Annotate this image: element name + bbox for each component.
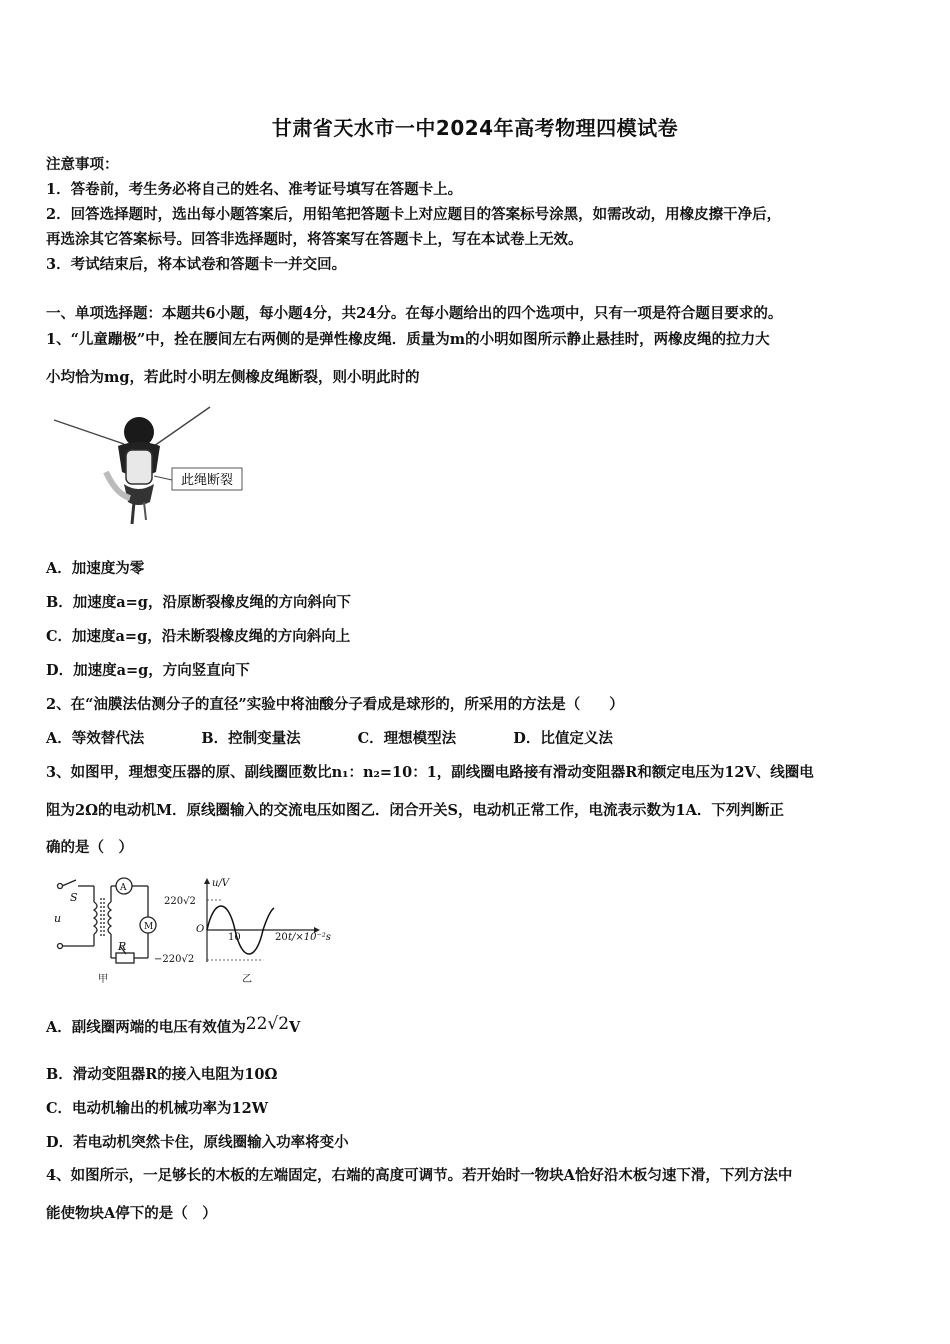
- page-title: 甘肃省天水市一中2024年高考物理四模试卷: [271, 116, 679, 140]
- notice-item: 再选涂其它答案标号。回答非选择题时，将答案写在答题卡上，写在本试卷上无效。: [46, 231, 583, 248]
- question-2-text: 2、在“油膜法估测分子的直径”实验中将油酸分子看成是球形的，所采用的方法是（ ）: [46, 696, 624, 713]
- ammeter-label: A: [120, 883, 127, 893]
- notice-item: 2．回答选择题时，选出每小题答案后，用铅笔把答题卡上对应题目的答案标号涂黑，如需改动，用橡皮擦干净后，: [46, 206, 782, 223]
- motor-label: M: [144, 922, 154, 932]
- terminal: [58, 884, 63, 889]
- terminal: [58, 944, 63, 949]
- question-3-text: 确的是（ ）: [46, 839, 133, 856]
- y-axis-label: u/V: [212, 878, 230, 889]
- notice-heading: 注意事项：: [46, 156, 119, 173]
- notice-item: 1．答卷前，考生务必将自己的姓名、准考证号填写在答题卡上。: [46, 181, 463, 198]
- figure-a-label: 甲: [98, 974, 108, 985]
- option-a-unit: V: [289, 1019, 301, 1036]
- section-heading: 一、单项选择题：本题共6小题，每小题4分，共24分。在每小题给出的四个选项中，只有一项是符合题目要求的。: [46, 305, 783, 322]
- primary-coil: [94, 902, 97, 934]
- voltage-graph: [154, 878, 331, 985]
- resistor-label: R: [118, 940, 127, 953]
- notice-item: 3．考试结束后，将本试卷和答题卡一并交回。: [46, 256, 347, 273]
- figure-b-label: 乙: [242, 974, 252, 985]
- option-d: D．加速度a=g，方向竖直向下: [46, 662, 250, 679]
- option-d: D．若电动机突然卡住，原线圈输入功率将变小: [46, 1134, 349, 1151]
- option-c: C．加速度a=g，沿未断裂橡皮绳的方向斜向上: [46, 628, 351, 645]
- option-a-prefix: A．副线圈两端的电压有效值为: [46, 1019, 246, 1036]
- option-a: A．加速度为零: [46, 560, 145, 577]
- option-c: C．电动机输出的机械功率为12W: [46, 1100, 269, 1117]
- switch-label: S: [70, 891, 78, 904]
- resistor: [116, 953, 134, 963]
- option-c: C．理想模型法: [357, 730, 457, 747]
- question-4-text: 4、如图所示，一足够长的木板的左端固定，右端的高度可调节。若开始时一物块A恰好沿木板匀速下滑，下列方法中: [46, 1167, 793, 1184]
- bungee-figure: [46, 402, 256, 528]
- question-3-text: 3、如图甲，理想变压器的原、副线圈匝数比n₁：n₂=10：1，副线圈电路接有滑动变阻器R和额定电压为12V、线圈电: [46, 764, 814, 781]
- transformer-figure: [46, 870, 346, 990]
- option-b: B．加速度a=g，沿原断裂橡皮绳的方向斜向下: [46, 594, 351, 611]
- option-b: B．滑动变阻器R的接入电阻为10Ω: [46, 1066, 278, 1083]
- question-1-text: 小均恰为mg，若此时小明左侧橡皮绳断裂，则小明此时的: [46, 369, 420, 386]
- voltage-axis-arrow: [204, 878, 210, 884]
- option-a: A．等效替代法: [46, 730, 145, 747]
- option-d: D．比值定义法: [513, 730, 613, 747]
- right-rope: [154, 407, 210, 446]
- question-2-options: [46, 727, 665, 748]
- option-a: [46, 1014, 300, 1037]
- switch-blade: [62, 880, 76, 886]
- option-b: B．控制变量法: [201, 730, 301, 747]
- tick-label: 20: [275, 932, 288, 943]
- y-min-label: −220√2: [154, 954, 195, 965]
- question-1-text: 1、“儿童蹦极”中，拴在腰间左右两侧的是弹性橡皮绳．质量为m的小明如图所示静止悬挂时，两橡皮绳的拉力大: [46, 331, 770, 348]
- source-label: u: [54, 912, 62, 925]
- left-rope: [54, 420, 124, 444]
- y-max-label: 220√2: [164, 896, 196, 907]
- question-4-text: 能使物块A停下的是（ ）: [46, 1205, 217, 1222]
- tick-label: 10: [228, 932, 241, 943]
- x-axis-label: t/×10⁻²s: [288, 932, 331, 943]
- question-3-text: 阻为2Ω的电动机M．原线圈输入的交流电压如图乙．闭合开关S，电动机正常工作，电流表示数为1A．下列判断正: [46, 802, 784, 819]
- secondary-coil: [108, 902, 111, 934]
- label-pointer: [154, 476, 172, 480]
- child-silhouette: [106, 417, 160, 524]
- figure-label: 此绳断裂: [180, 473, 234, 488]
- option-a-value: 22√2: [245, 1014, 290, 1034]
- origin-label: O: [196, 924, 205, 935]
